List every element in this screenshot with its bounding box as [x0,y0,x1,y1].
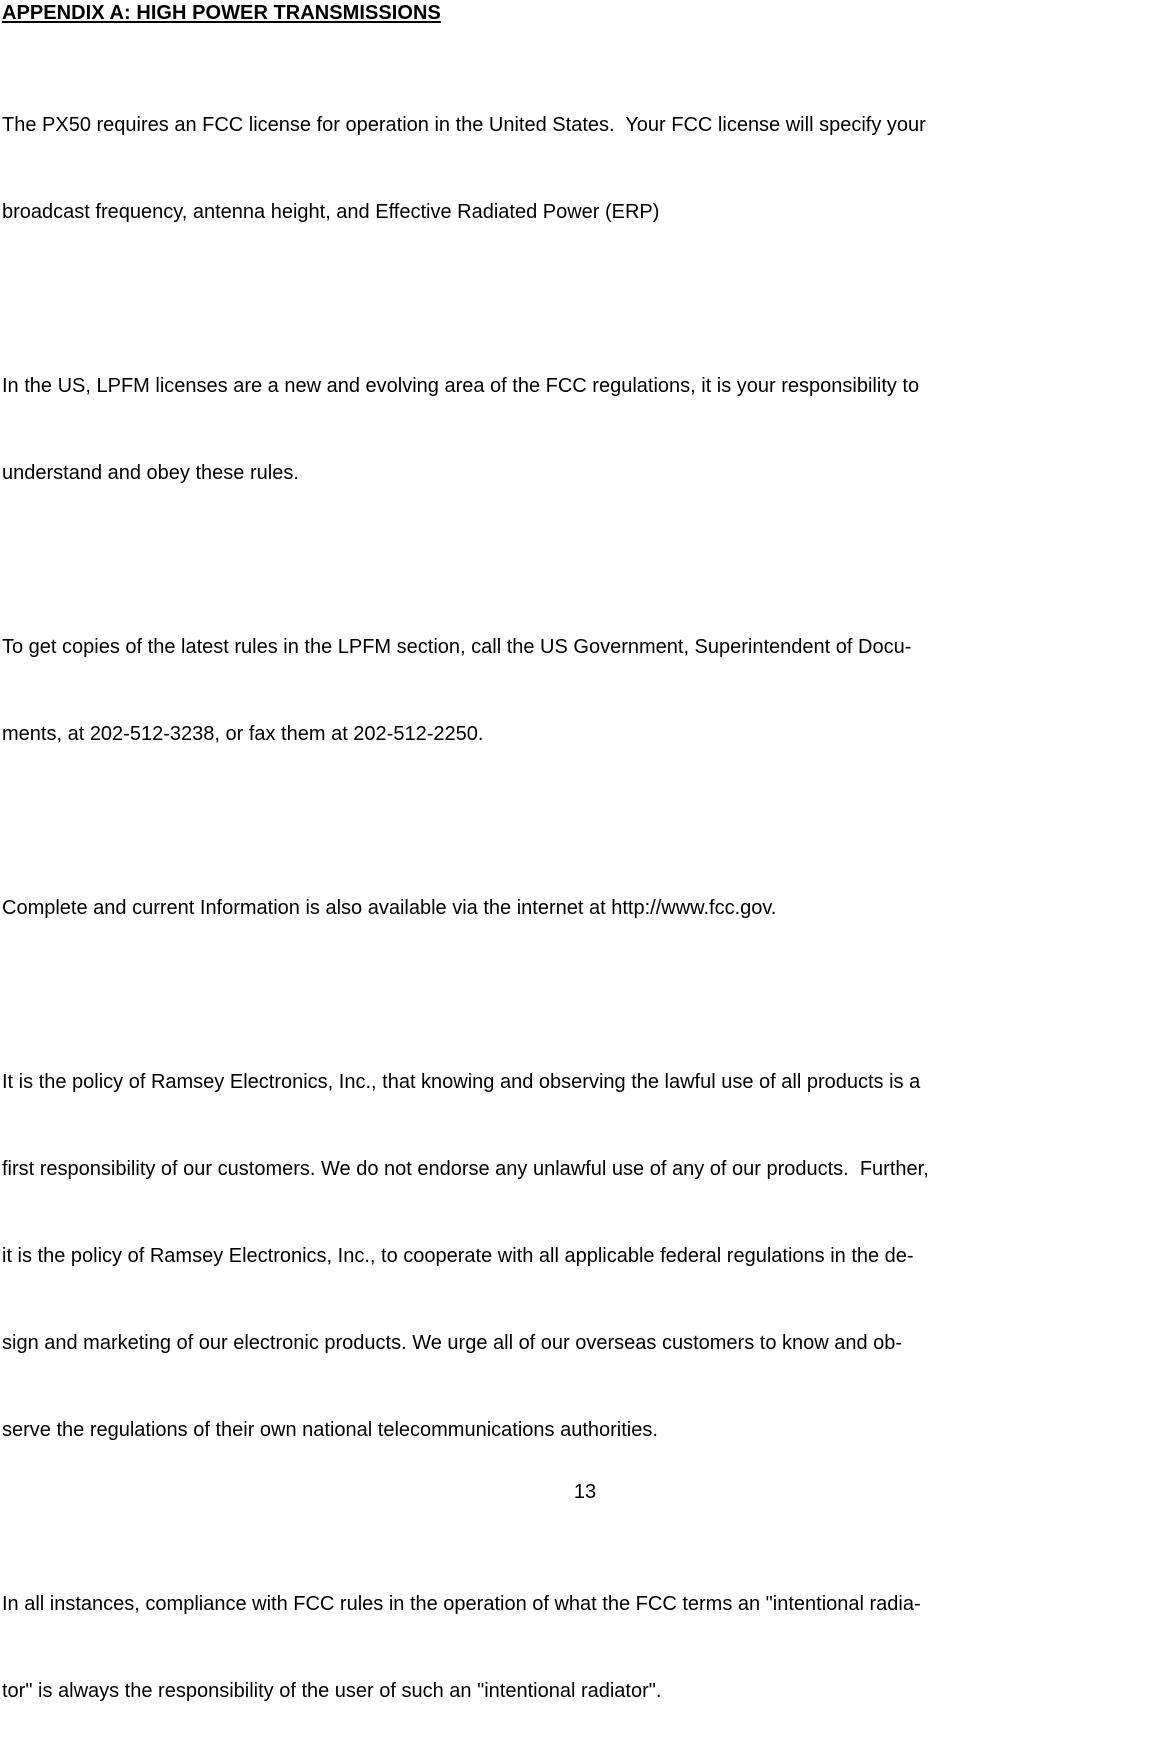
page-number [0,1480,1158,1504]
text-line: Complete and current Information is also available via the internet at http://www.fcc.gov. [2,897,777,919]
paragraph-rule-copies [2,575,1156,807]
paragraph-internet-info [2,836,1156,981]
text-line: it is the policy of Ramsey Electronics, Inc., to cooperate with all applicable federal regulations in the de- [2,1245,914,1267]
text-line: In the US, LPFM licenses are a new and evolving area of the FCC regulations, it is your responsibility to [2,375,920,397]
text-line: The PX50 requires an FCC license for operation in the United States. Your FCC license will specify your [2,114,926,136]
text-line: first responsibility of our customers. We do not endorse any unlawful use of any of our products. Further, [2,1158,929,1180]
text-line: It is the policy of Ramsey Electronics, Inc., that knowing and observing the lawful use of all products is a [2,1071,921,1093]
text-line: ments, at 202-512-3238, or fax them at 202-512-2250. [2,723,484,745]
appendix-heading: APPENDIX A: HIGH POWER TRANSMISSIONS [2,2,441,24]
text-line: To get copies of the latest rules in the LPFM section, call the US Government, Superintendent of Docu- [2,636,912,658]
text-line: sign and marketing of our electronic products. We urge all of our overseas customers to know and ob- [2,1332,903,1354]
paragraph-company-policy [2,1010,1156,1503]
page-number-text: 13 [573,1481,597,1503]
paragraph-lpfm-regulations [2,314,1156,546]
text-line: broadcast frequency, antenna height, and Effective Radiated Power (ERP) [2,201,660,223]
text-line: serve the regulations of their own national telecommunications authorities. [2,1419,658,1441]
paragraph-intentional-radiator [2,1532,1156,1764]
paragraph-license-requirement [2,53,1156,285]
text-line: tor" is always the responsibility of the user of such an "intentional radiator". [2,1680,662,1702]
text-line: In all instances, compliance with FCC rules in the operation of what the FCC terms an "intentional radia- [2,1593,921,1615]
text-line: understand and obey these rules. [2,462,299,484]
